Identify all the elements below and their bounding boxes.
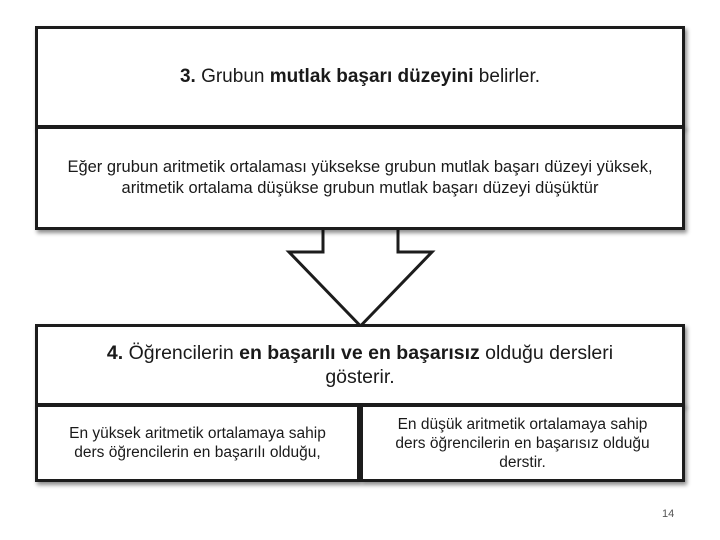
step4-left-text: En yüksek aritmetik ortalamaya sahip ders öğrencilerin en başarılı olduğu, (69, 425, 326, 461)
step3-description: Eğer grubun aritmetik ortalaması yüksekse grubun mutlak başarı düzeyi yüksek, aritmetik ortalama düşükse grubun mutlak başarı düzeyi düşüktür (67, 158, 653, 197)
step4-heading (38, 341, 682, 389)
step4-heading-part: olduğu dersleri gösterir. (325, 342, 614, 388)
step4-left-box (35, 404, 360, 482)
step3-heading-box (35, 26, 685, 128)
step4-heading-part: Öğrencilerin (123, 342, 240, 364)
step3-description-box (35, 126, 685, 230)
step4-heading-part: en başarılı ve en başarısız (239, 342, 480, 364)
page-number: 14 (662, 508, 675, 520)
step3-heading-part: mutlak başarı düzeyini (269, 66, 474, 87)
step4-heading-part: 4. (106, 342, 124, 364)
step3-heading (160, 65, 560, 89)
step3-heading-part: belirler. (473, 66, 541, 87)
step3-heading-part: Grubun (195, 66, 270, 87)
step3-heading-part: 3. (179, 66, 196, 87)
step4-right-box (360, 404, 685, 482)
step4-heading-box (35, 324, 685, 406)
step4-right-text: En düşük aritmetik ortalamaya sahip ders öğrencilerin en başarısız olduğu derstir. (395, 415, 650, 471)
